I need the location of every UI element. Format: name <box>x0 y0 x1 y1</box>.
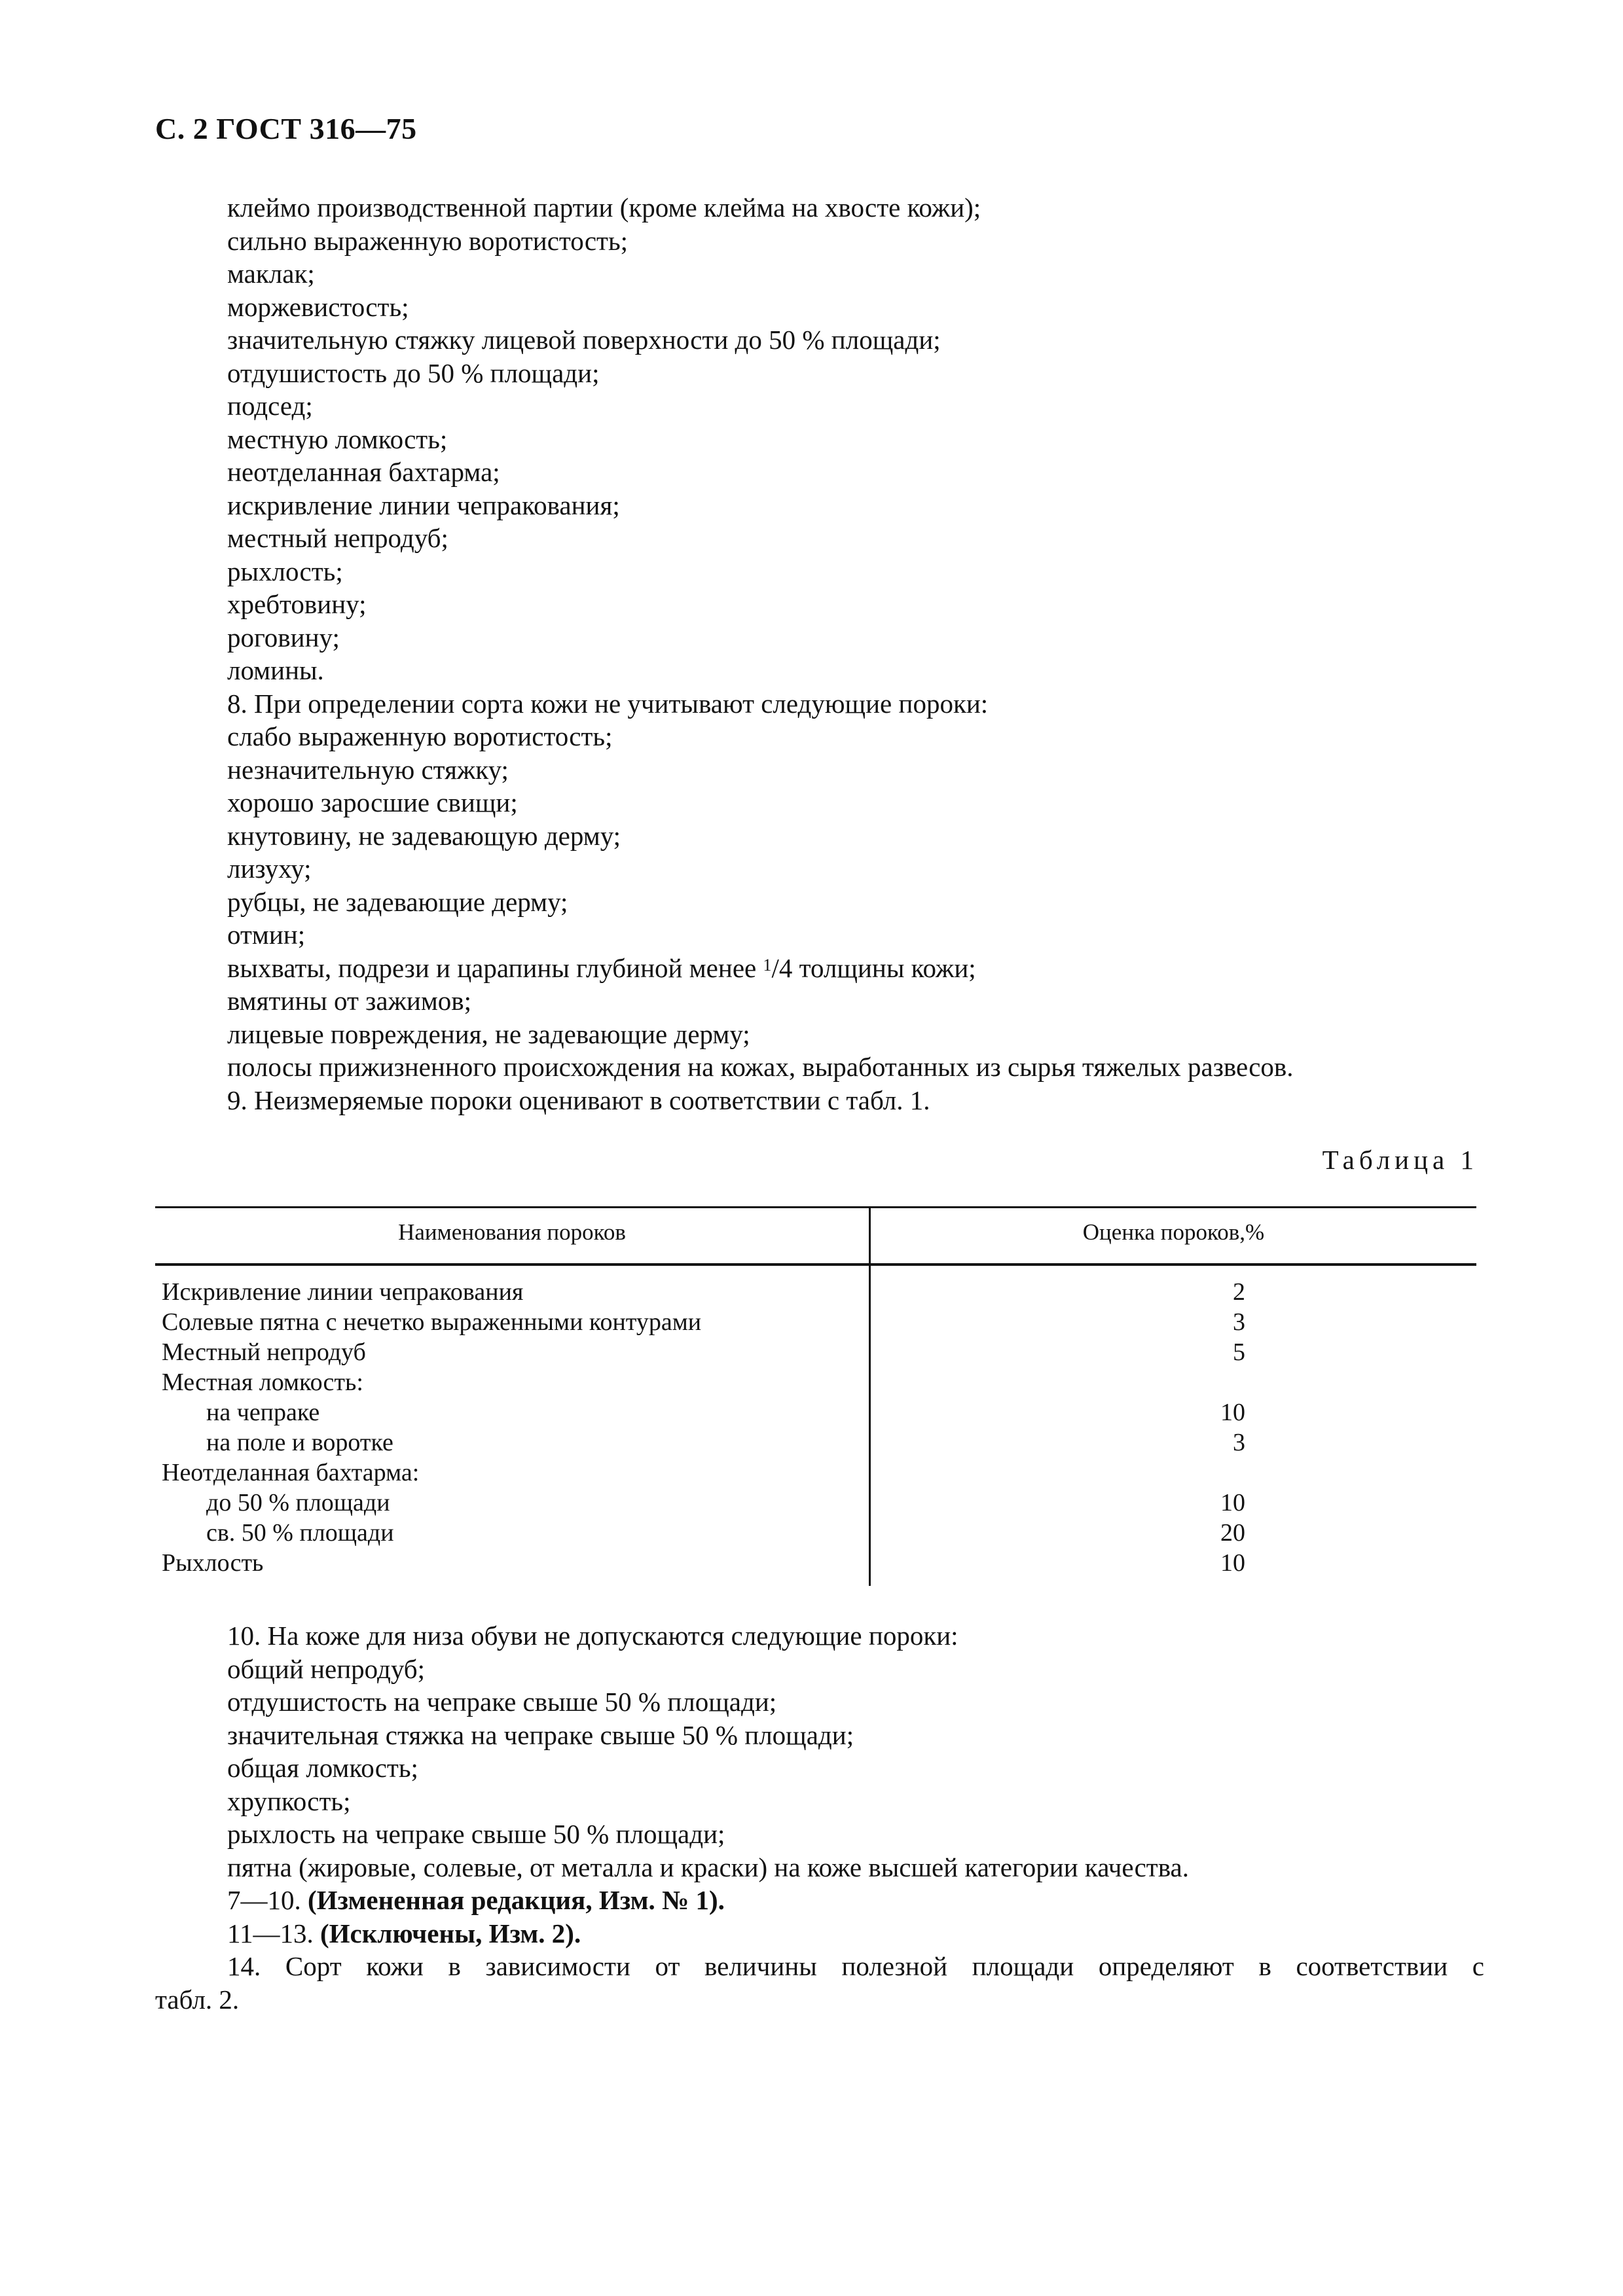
fraction-line-before: выхваты, подрези и царапины глубиной менее <box>227 952 763 983</box>
row-value: 3 <box>1233 1429 1245 1456</box>
list-item: незначительную стяжку; <box>227 754 509 785</box>
list-item: лизуху; <box>227 853 312 884</box>
table-body <box>162 1277 1476 1578</box>
list-item: пятна (жировые, солевые, от металла и краски) на коже высшей категории качества. <box>227 1852 1189 1882</box>
fraction-denominator: /4 <box>771 952 793 983</box>
list-item: сильно выраженную воротистость; <box>227 225 629 256</box>
row-name: до 50 % площади <box>206 1489 390 1516</box>
list-item: подсед; <box>227 391 313 421</box>
row-name: Солевые пятна с нечетко выраженными контурами <box>162 1308 702 1336</box>
note-bold: (Исключены, Изм. 2). <box>319 1918 581 1948</box>
list-item: вмятины от зажимов; <box>227 986 472 1016</box>
table-header-score: Оценка пороков,% <box>1082 1219 1265 1245</box>
table-row <box>162 1337 1476 1367</box>
list-item: хребтовину; <box>227 589 367 619</box>
table-top-rule <box>155 1206 1476 1208</box>
list-item: клеймо производственной партии (кроме клейма на хвосте кожи); <box>227 192 981 223</box>
list-item: лицевые повреждения, не задевающие дерму; <box>227 1018 750 1049</box>
list-item: рубцы, не задевающие дерму; <box>227 886 568 917</box>
row-name: на поле и воротке <box>206 1429 393 1456</box>
list-item: общая ломкость; <box>227 1753 418 1783</box>
row-name: Рыхлость <box>162 1549 264 1577</box>
list-item: местный непродуб; <box>227 523 448 553</box>
row-value: 20 <box>1220 1519 1245 1547</box>
list-item: значительную стяжку лицевой поверхности до 50 % площади; <box>227 325 941 355</box>
row-name: Неотделанная бахтарма: <box>162 1459 420 1486</box>
amendment-note-1 <box>155 1884 1484 1917</box>
row-value: 10 <box>1220 1549 1245 1577</box>
item-10-heading: 10. На коже для низа обуви не допускаются следующие пороки: <box>227 1621 958 1651</box>
list-item: полосы прижизненного происхождения на кожах, выработанных из сырья тяжелых развесов. <box>227 1052 1294 1082</box>
list-item: ломины. <box>227 655 324 685</box>
note-prefix: 7—10. <box>227 1885 308 1915</box>
table-row <box>162 1397 1476 1427</box>
list-item: значительная стяжка на чепраке свыше 50 % площади; <box>227 1719 854 1750</box>
table-row <box>162 1277 1476 1307</box>
table-row <box>162 1458 1476 1488</box>
table-row <box>162 1488 1476 1518</box>
list-item: отмин; <box>227 920 306 950</box>
row-value: 2 <box>1233 1278 1245 1306</box>
list-item: искривление линии чепракования; <box>227 490 620 520</box>
list-item: роговину; <box>227 622 340 653</box>
row-name: Местный непродуб <box>162 1338 366 1366</box>
list-item-fraction <box>155 952 1484 985</box>
table-caption: Таблица 1 <box>1322 1145 1478 1175</box>
row-value: 5 <box>1233 1338 1245 1366</box>
list-item: общий непродуб; <box>227 1653 426 1684</box>
table-header-name: Наименования пороков <box>398 1219 626 1245</box>
row-name: Искривление линии чепракования <box>162 1278 524 1306</box>
fraction-numerator: 1 <box>763 955 772 975</box>
text-block-lower <box>155 1619 1484 2016</box>
fraction-line-after: толщины кожи; <box>792 952 976 983</box>
table-row <box>162 1518 1476 1548</box>
row-value: 3 <box>1233 1308 1245 1336</box>
item-9-heading: 9. Неизмеряемые пороки оценивают в соответствии с табл. 1. <box>227 1085 930 1115</box>
list-item: слабо выраженную воротистость; <box>227 721 613 751</box>
list-item: рыхлость на чепраке свыше 50 % площади; <box>227 1819 725 1849</box>
item-8-heading: 8. При определении сорта кожи не учитывают следующие пороки: <box>227 688 989 719</box>
page-header: С. 2 ГОСТ 316—75 <box>155 112 417 145</box>
row-name: св. 50 % площади <box>206 1519 394 1547</box>
row-value: 10 <box>1220 1489 1245 1516</box>
amendment-note-2 <box>155 1917 1484 1950</box>
table-row <box>162 1548 1476 1578</box>
table-header-rule <box>155 1263 1476 1266</box>
table-row <box>162 1367 1476 1397</box>
list-item: хрупкость; <box>227 1785 351 1816</box>
list-item: хорошо заросшие свищи; <box>227 787 518 817</box>
note-prefix: 11—13. <box>227 1918 320 1948</box>
row-value: 10 <box>1220 1399 1245 1426</box>
row-name: Местная ломкость: <box>162 1369 363 1396</box>
list-item: неотделанная бахтарма; <box>227 457 500 487</box>
item-14-line-1: 14. Сорт кожи в зависимости от величины полезной площади определяют в соответствии с <box>227 1951 1484 1981</box>
list-item: местную ломкость; <box>227 423 448 454</box>
list-item: рыхлость; <box>227 556 343 586</box>
table-row <box>162 1307 1476 1337</box>
table-row <box>162 1427 1476 1458</box>
text-block-upper <box>155 191 1484 1117</box>
list-item: маклак; <box>227 259 315 289</box>
list-item: отдушистость до 50 % площади; <box>227 357 600 388</box>
note-bold: (Измененная редакция, Изм. № 1). <box>308 1885 725 1915</box>
list-item: отдушистость на чепраке свыше 50 % площади; <box>227 1687 777 1717</box>
row-name: на чепраке <box>206 1399 320 1426</box>
item-14-line-2: табл. 2. <box>155 1984 240 2015</box>
list-item: кнутовину, не задевающую дерму; <box>227 820 621 851</box>
list-item: моржевистость; <box>227 291 409 322</box>
